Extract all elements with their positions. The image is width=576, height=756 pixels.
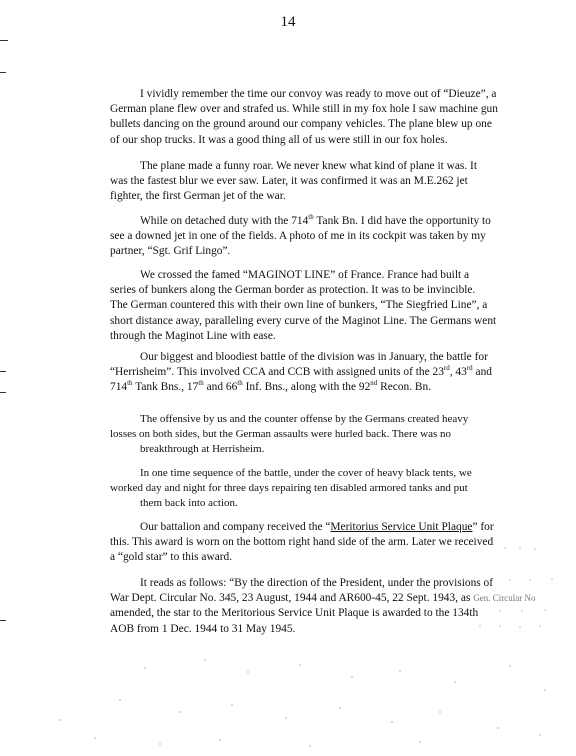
text-line: War Dept. Circular No. 345, 23 August, 1944 and AR600-45, 22 Sept. 1943, as Gen. Circular No [110, 592, 536, 605]
text-line: fighter, the first German jet of the war. [110, 190, 286, 203]
text-line: them back into action. [140, 497, 238, 510]
text-line: short distance away, paralleling every curve of the Maginot Line. The Germans went [110, 314, 497, 327]
text-line: The German countered this with their own line of bunkers, “The Siegfried Line”, a [110, 299, 488, 312]
text-line: Our biggest and bloodiest battle of the division was in January, the battle for [140, 351, 488, 363]
text-line: It reads as follows: “By the direction of the President, under the provisions of [140, 577, 494, 589]
text-line: “Herrisheim”. This involved CCA and CCB with assigned units of the 23rd, 43rd and [110, 364, 492, 379]
text-line: a “gold star” to this award. [110, 551, 233, 564]
text-line: 714th Tank Bns., 17th and 66th Inf. Bns., along with the 92nd Recon. Bn. [110, 379, 432, 394]
text-line: We crossed the famed “MAGINOT LINE” of France. France had built a [140, 269, 470, 281]
text-line: The offensive by us and the counter offense by the Germans created heavy [140, 413, 469, 425]
text-line: losses on both sides, but the German assaults were hurled back. There was no [110, 428, 452, 441]
text-line: While on detached duty with the 714th Tank Bn. I did have the opportunity to [140, 213, 491, 227]
faded-text: Gen. Circular No [473, 593, 536, 604]
text-line: of our shop trucks. It was a good thing all of us were still in our fox holes. [110, 133, 448, 146]
text-line: was the fastest blur we ever saw. Later, it was confirmed it was an M.E.262 jet [110, 175, 468, 188]
text-line: amended, the star to the Meritorious Service Unit Plaque is awarded to the 134th [110, 607, 479, 620]
text-line: Our battalion and company received the “Meritorius Service Unit Plaque” for [140, 521, 494, 533]
text-line: bullets dancing on the ground around our company vehicles. The plane blew up one [110, 118, 492, 131]
text-line: series of bunkers along the German border as protection. It was to be invincible. [110, 284, 476, 297]
text-line: see a downed jet in one of the fields. A photo of me in its cockpit was taken by my [110, 230, 486, 243]
text-line: through the Maginot Line with ease. [110, 329, 276, 342]
plaque-name: Meritorius Service Unit Plaque [330, 521, 473, 533]
text-line: AOB from 1 Dec. 1944 to 31 May 1945. [110, 622, 296, 635]
text-line: this. This award is worn on the bottom right hand side of the arm. Later we received [110, 536, 494, 549]
text-line: In one time sequence of the battle, under the cover of heavy black tents, we [140, 467, 472, 479]
text-line: worked day and night for three days repairing ten disabled armored tanks and put [110, 482, 468, 495]
text-line: breakthrough at Herrisheim. [140, 443, 265, 456]
text-line: partner, “Sgt. Grif Lingo”. [110, 245, 231, 258]
page-number: 14 [280, 14, 296, 30]
text-line: German plane flew over and strafed us. While still in my fox hole I saw machine gun [110, 103, 498, 116]
text-line: The plane made a funny roar. We never knew what kind of plane it was. It [140, 160, 477, 172]
text-line: I vividly remember the time our convoy was ready to move out of “Dieuze”, a [140, 88, 497, 100]
